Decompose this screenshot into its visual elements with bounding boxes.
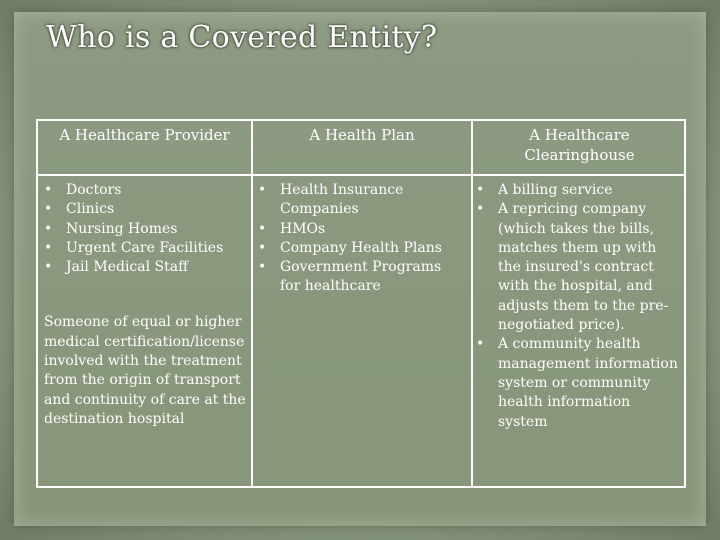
list-item: • HMOs bbox=[258, 220, 463, 239]
cell-healthcare-clearinghouse bbox=[476, 181, 680, 432]
header-row-divider bbox=[38, 174, 684, 176]
column-divider-1 bbox=[251, 121, 253, 486]
list-item: • Clinics bbox=[44, 200, 249, 219]
header-healthcare-provider: A Healthcare Provider bbox=[59, 126, 230, 144]
list-item: • Jail Medical Staff bbox=[44, 258, 249, 277]
clearinghouse-list bbox=[476, 181, 680, 432]
header-healthcare-clearinghouse: A Healthcare Clearinghouse bbox=[524, 126, 635, 164]
list-item: • Doctors bbox=[44, 181, 249, 200]
header-health-plan: A Health Plan bbox=[309, 126, 415, 144]
health-plan-list bbox=[258, 181, 463, 297]
slide-title: Who is a Covered Entity? bbox=[46, 20, 438, 55]
list-item: • A repricing company (which takes the bills, matches them up with the insured's contract with the hospital, and adjusts them to the pre-negotiated price). bbox=[476, 200, 680, 335]
provider-list bbox=[44, 181, 249, 277]
list-item: • Health Insurance Companies bbox=[258, 181, 463, 220]
list-item: • Urgent Care Facilities bbox=[44, 239, 249, 258]
cell-healthcare-provider bbox=[44, 181, 249, 429]
column-divider-2 bbox=[471, 121, 473, 486]
covered-entity-table bbox=[36, 119, 686, 488]
provider-note: Someone of equal or higher medical certification/license involved with the treatment from the origin of transport and continuity of care at the destination hospital bbox=[44, 314, 246, 427]
cell-health-plan bbox=[258, 181, 463, 297]
list-item: • Nursing Homes bbox=[44, 220, 249, 239]
list-item: • A billing service bbox=[476, 181, 680, 200]
list-item: • A community health management information system or community health information system bbox=[476, 335, 680, 431]
list-item: • Government Programs for healthcare bbox=[258, 258, 463, 297]
list-item: • Company Health Plans bbox=[258, 239, 463, 258]
